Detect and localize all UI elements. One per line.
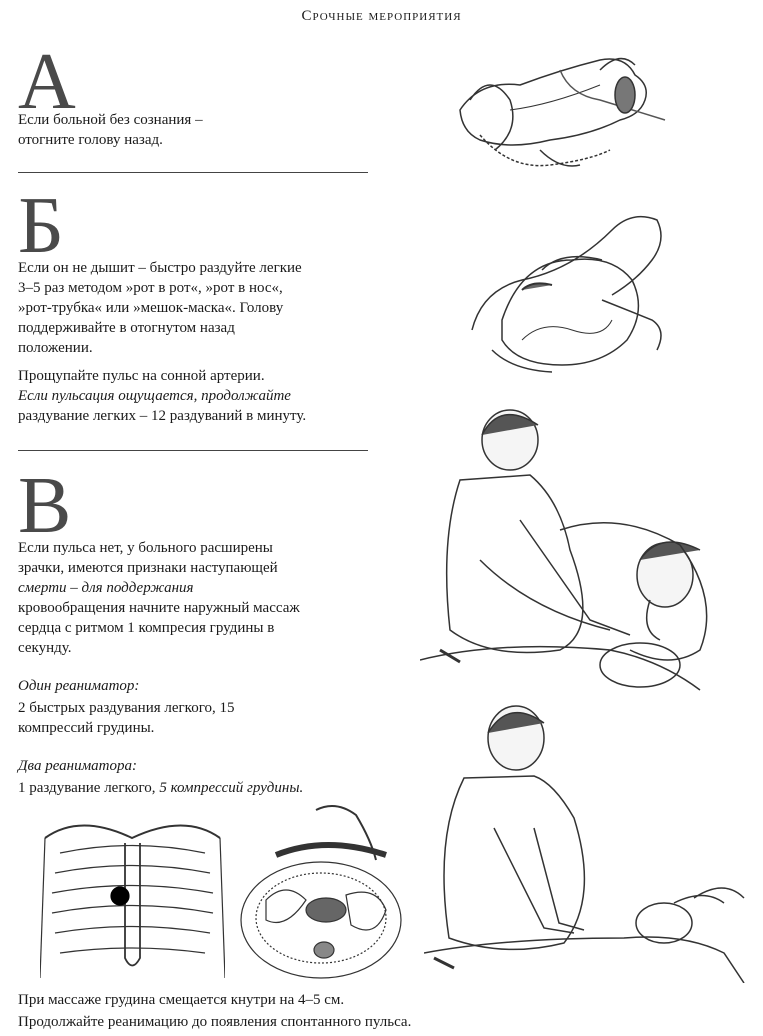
two-rescuers-text-start: 1 раздувание легкого, (18, 780, 160, 796)
one-rescuer-heading: Один реаниматор: (18, 678, 140, 694)
two-rescuers-text-italic: 5 компрессий грудины. (159, 780, 304, 796)
chest-cross-section-illustration (236, 800, 406, 985)
section-b-letter: Б (18, 182, 64, 270)
section-c-text-1: Если пульса нет, у больного расширены зрачки, имеются признаки наступающей (18, 540, 278, 576)
section-b-pulse-italic: Если пульсация ощущается, продолжайте (18, 388, 291, 404)
section-c-text-2: кровообращения начните наружный массаж сердца с ритмом 1 компресия грудины в секунду. (18, 600, 300, 656)
section-c-text-italic: смерти – для поддержания (18, 580, 194, 596)
one-rescuer-text: 2 быстрых раздувания легкого, 15 компрессий грудины. (18, 700, 235, 736)
divider-a (18, 172, 368, 173)
section-b-pulse-text: Прощупайте пульс на сонной артерии. (18, 368, 265, 384)
section-b-text: Если он не дышит – быстро раздуйте легкие 3–5 раз методом »рот в рот«, »рот в нос«, »рот-трубка« или »мешок-маска«. Голову поддерживайте в отогнутом назад положении. (18, 260, 302, 356)
section-c-letter: В (18, 462, 72, 550)
section-b-pulse-rest: раздувание легких – 12 раздуваний в минуту. (18, 408, 307, 424)
rescue-breathing-illustration (462, 200, 672, 375)
chest-compression-illustration (424, 698, 754, 983)
two-rescuers-text (18, 778, 303, 798)
section-a-letter: А (18, 38, 76, 126)
head-tilt-illustration (450, 40, 670, 180)
two-rescuers-heading: Два реаниматора: (18, 758, 138, 774)
footer-line-1: При массаже грудина смещается кнутри на 4–5 см. (18, 992, 345, 1008)
two-rescuers-cpr-illustration (420, 400, 730, 700)
divider-b (18, 450, 368, 451)
rib-cage-illustration (40, 808, 225, 983)
page-title: Срочные мероприятия (301, 8, 462, 24)
footer-line-2: Продолжайте реанимацию до появления спонтанного пульса. (18, 1014, 412, 1030)
section-a-text: Если больной без сознания – отогните голову назад. (18, 112, 203, 148)
